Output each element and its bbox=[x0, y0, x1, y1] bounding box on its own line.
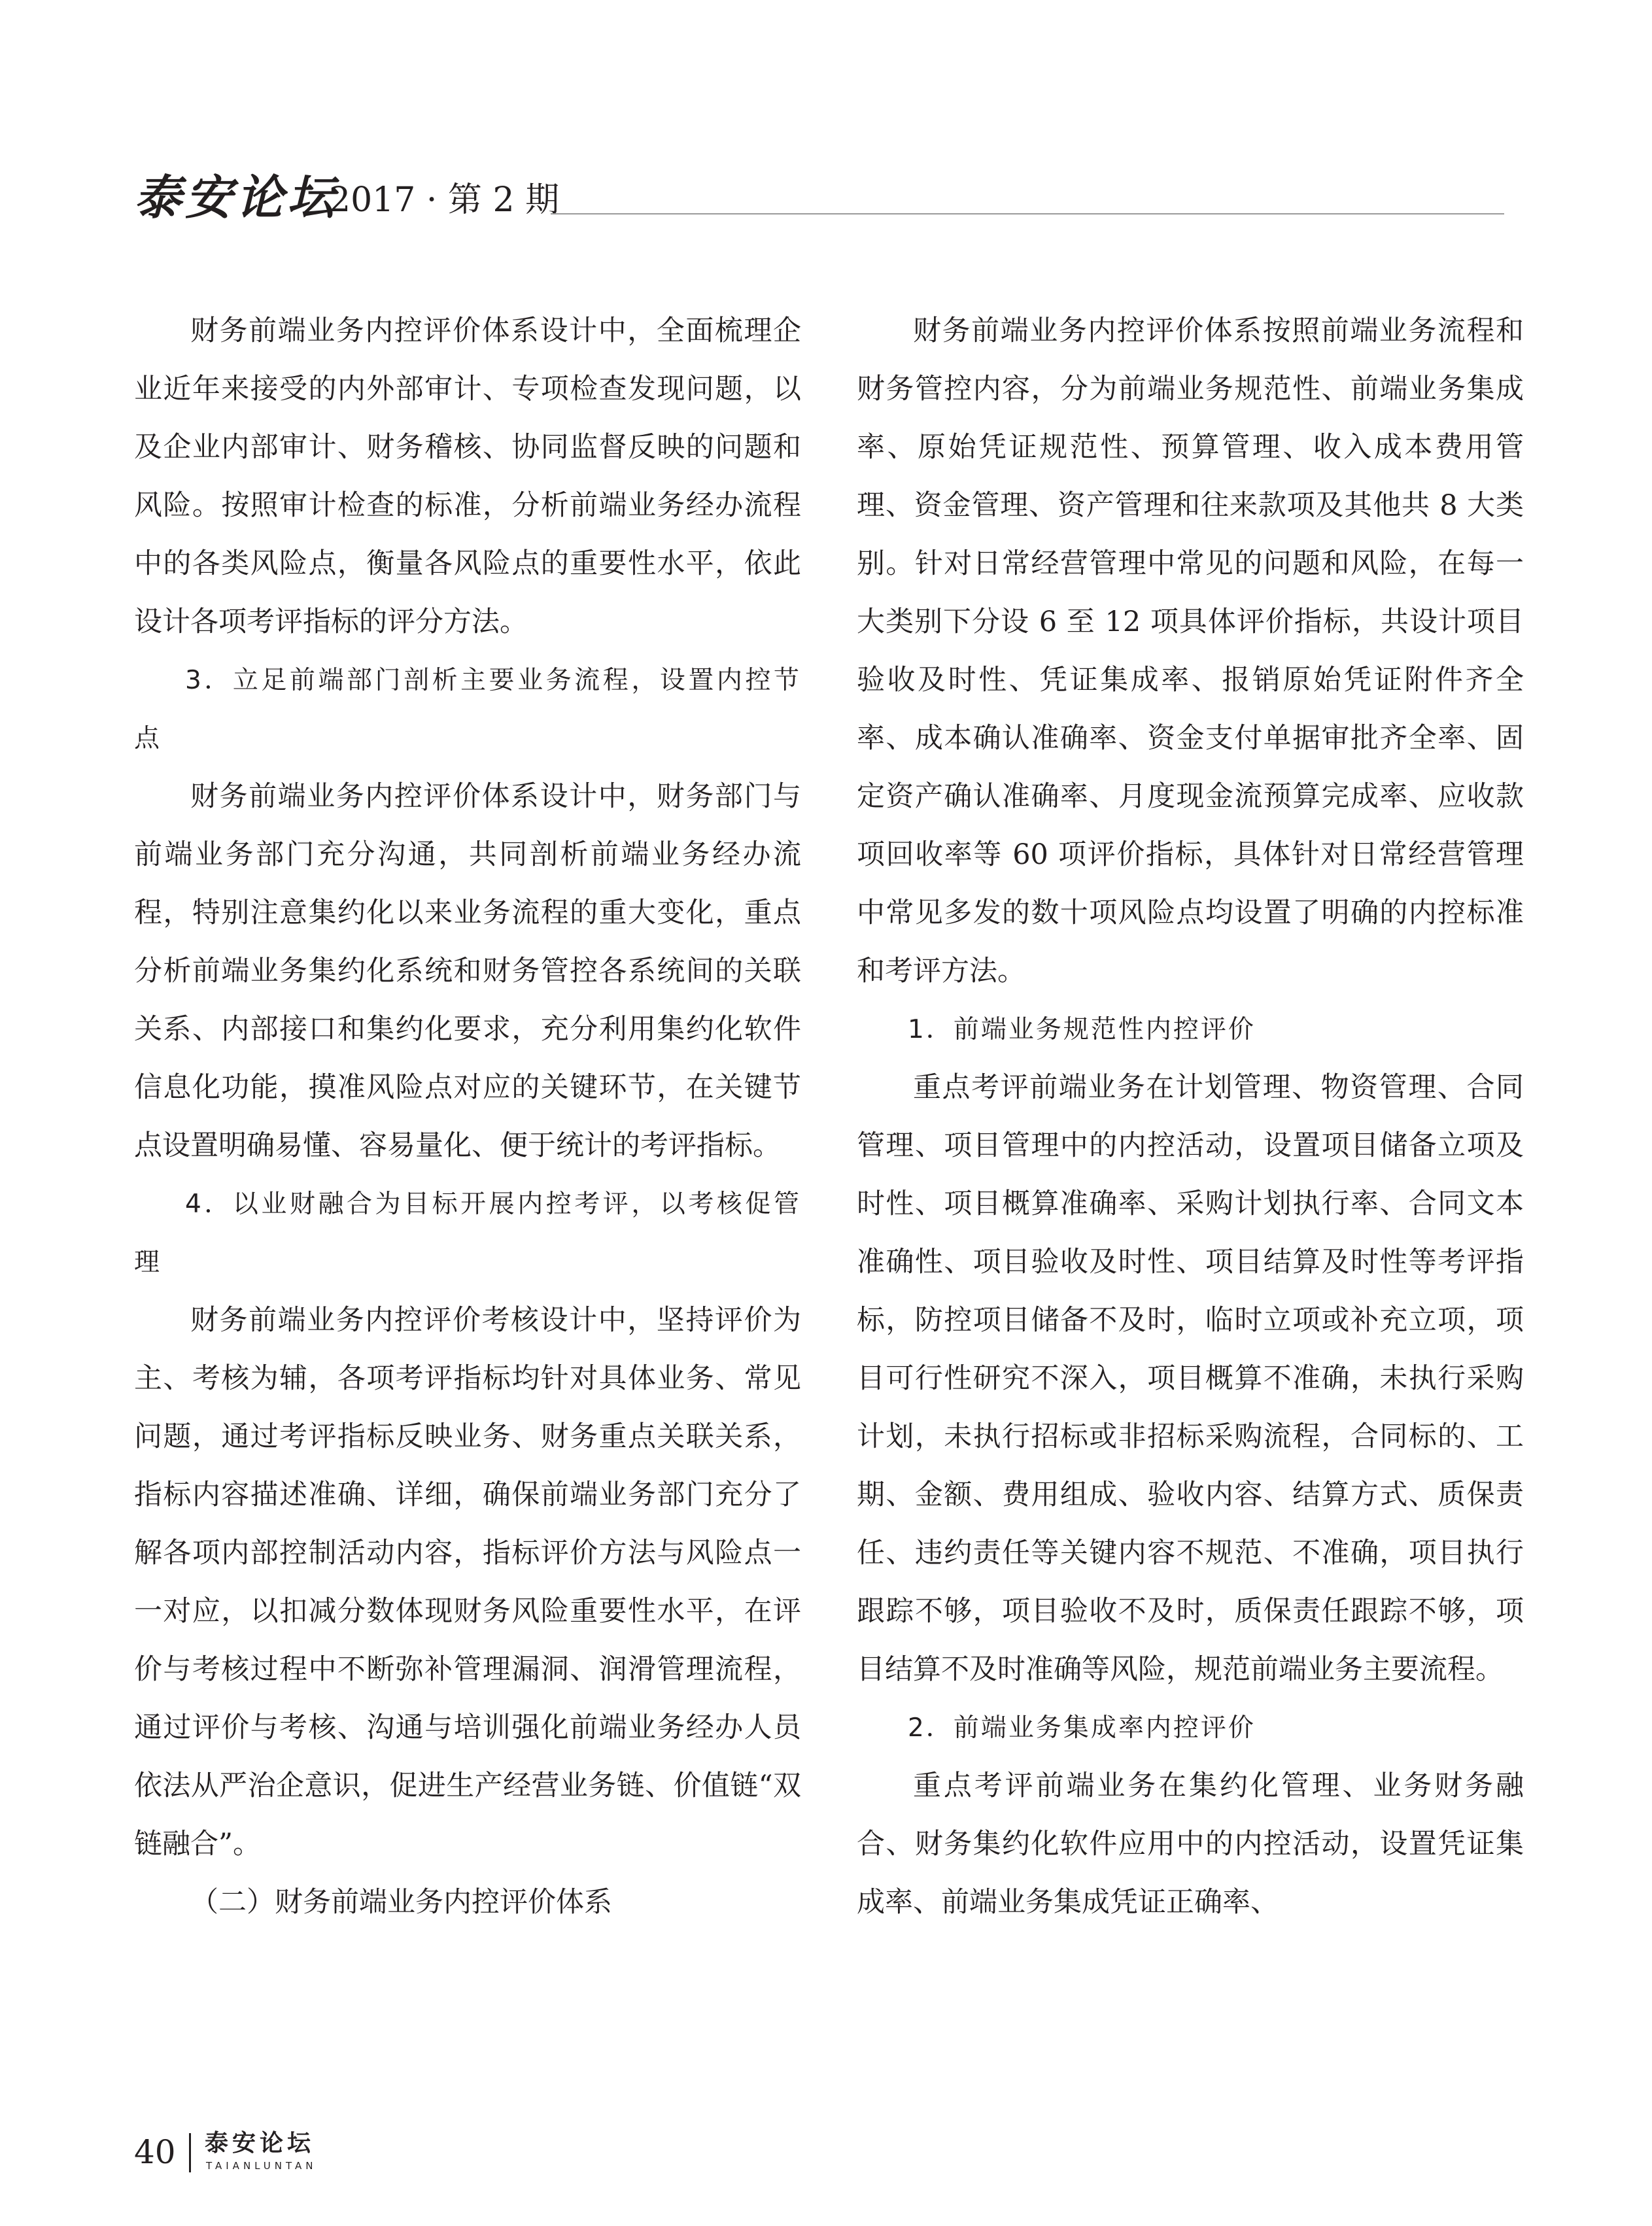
paragraph: 重点考评前端业务在集约化管理、业务财务融合、财务集约化软件应用中的内控活动，设置凭证集成率、前端业务集成凭证正确率、 bbox=[857, 1770, 1524, 1919]
issue-label: 2017 · 第 2 期 bbox=[329, 180, 560, 220]
paragraph: 重点考评前端业务在计划管理、物资管理、合同管理、项目管理中的内控活动，设置项目储备立项及时性、项目概算准确率、采购计划执行率、合同文本准确性、项目验收及时性、项目结算及时性等考评指标，防控项目储备不及时，临时立项或补充立项，项目可行性研究不深入，项目概算不准确，未执行采购计划，未执行招标或非招标采购流程，合同标的、工期、金额、费用组成、验收内容、结算方式、质保责任、违约责任等关键内容不规范、不准确，项目执行跟踪不够，项目验收不及时，质保责任跟踪不够，项目结算不及时准确等风险，规范前端业务主要流程。 bbox=[857, 1071, 1524, 1686]
paragraph: 财务前端业务内控评价体系按照前端业务流程和财务管控内容，分为前端业务规范性、前端业务集成率、原始凭证规范性、预算管理、收入成本费用管理、资金管理、资产管理和往来款项及其他共 8 大类别。针对日常经营管理中常见的问题和风险，在每一大类别下分设 6 至 12 项具体评价指标，共设计项目验收及时性、凭证集成率、报销原始凭证附件齐全率、成本确认准确率、资金支付单据审批齐全率、固定资产确认准确率、月度现金流预算完成率、应收款项回收率等 60 项评价指标，具体针对日常经营管理中常见多发的数十项风险点均设置了明确的内控标准和考评方法。 bbox=[857, 315, 1524, 987]
subheading: 2．前端业务集成率内控评价 bbox=[908, 1713, 1256, 1743]
right-column bbox=[857, 302, 1524, 1932]
subheading: 1．前端业务规范性内控评价 bbox=[908, 1015, 1256, 1044]
paragraph: 财务前端业务内控评价考核设计中，坚持评价为主、考核为辅，各项考评指标均针对具体业务、常见问题，通过考评指标反映业务、财务重点关联关系，指标内容描述准确、详细，确保前端业务部门充分了解各项内部控制活动内容，指标评价方法与风险点一一对应，以扣减分数体现财务风险重要性水平，在评价与考核过程中不断弥补管理漏洞、润滑管理流程，通过评价与考核、沟通与培训强化前端业务经办人员依法从严治企意识，促进生产经营业务链、价值链“双链融合”。 bbox=[134, 1304, 801, 1860]
paragraph: 财务前端业务内控评价体系设计中，财务部门与前端业务部门充分沟通，共同剖析前端业务经办流程，特别注意集约化以来业务流程的重大变化，重点分析前端业务集约化系统和财务管控各系统间的关联关系、内部接口和集约化要求，充分利用集约化软件信息化功能，摸准风险点对应的关键环节，在关键节点设置明确易懂、容易量化、便于统计的考评指标。 bbox=[134, 780, 801, 1162]
footer-journal-pinyin: TAIANLUNTAN bbox=[206, 2160, 317, 2172]
section-title: （二）财务前端业务内控评价体系 bbox=[190, 1886, 612, 1919]
page-footer bbox=[134, 2131, 461, 2176]
paragraph: 财务前端业务内控评价体系设计中，全面梳理企业近年来接受的内外部审计、专项检查发现问题，以及企业内部审计、财务稽核、协同监督反映的问题和风险。按照审计检查的标准，分析前端业务经办流程中的各类风险点，衡量各风险点的重要性水平，依此设计各项考评指标的评分方法。 bbox=[134, 315, 801, 638]
header-rule bbox=[551, 213, 1504, 214]
journal-logo: 泰安论坛 bbox=[134, 169, 339, 225]
footer-journal-name: 泰安论坛 bbox=[205, 2130, 315, 2157]
subheading: 4．以业财融合为目标开展内控考评，以考核促管理 bbox=[134, 1190, 801, 1277]
footer-divider bbox=[189, 2133, 191, 2172]
page-number: 40 bbox=[134, 2133, 176, 2171]
page-header bbox=[134, 171, 1504, 224]
subheading: 3．立足前端部门剖析主要业务流程，设置内控节点 bbox=[134, 666, 801, 753]
left-column bbox=[134, 302, 801, 1932]
